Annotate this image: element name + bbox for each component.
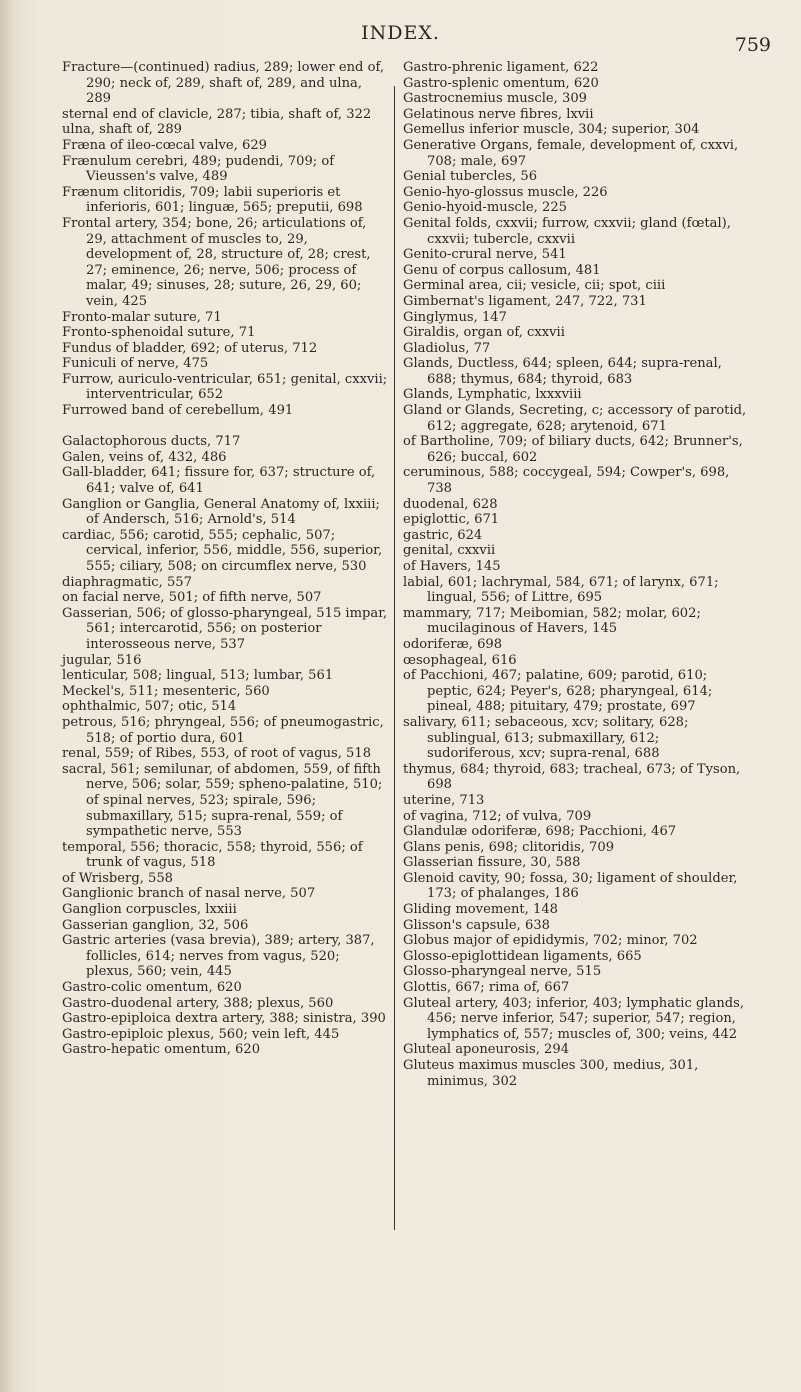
index-entry: Gluteus maximus muscles 300, medius, 301, minimus, 302 (403, 1058, 699, 1089)
index-entry: duodenal, 628 (403, 496, 498, 512)
index-entry: Gelatinous nerve fibres, lxvii (403, 106, 594, 122)
index-entry: Gladiolus, 77 (403, 340, 491, 356)
index-entry: of Bartholine, 709; of biliary ducts, 642; Brunner's, 626; buccal, 602 (403, 434, 743, 465)
index-entry: of vagina, 712; of vulva, 709 (403, 808, 592, 824)
index-entry: Gastro-epiploica dextra artery, 388; sinistra, 390 (62, 1011, 386, 1027)
index-entry: Ganglion or Ganglia, General Anatomy of, lxxiii; of Andersch, 516; Arnold's, 514 (62, 496, 380, 528)
index-entry: Fræna of ileo-cœcal valve, 629 (62, 137, 267, 153)
index-entry: Gall-bladder, 641; fissure for, 637; structure of, 641; valve of, 641 (62, 465, 376, 497)
index-entry: Fundus of bladder, 692; of uterus, 712 (62, 340, 318, 356)
index-entry: Gastro-colic omentum, 620 (62, 980, 242, 996)
index-entry: temporal, 556; thoracic, 558; thyroid, 556; of trunk of vagus, 518 (62, 839, 363, 871)
index-entry: of Havers, 145 (403, 559, 501, 574)
index-entry: Glisson's capsule, 638 (403, 917, 550, 933)
index-entry: Germinal area, cii; vesicle, cii; spot, ciii (403, 278, 666, 294)
index-entry: Gastric arteries (vasa brevia), 389; artery, 387, follicles, 614; nerves from vagus, 520; plexus, 560; vein, 445 (62, 933, 375, 980)
index-entry: renal, 559; of Ribes, 553, of root of vagus, 518 (62, 746, 372, 762)
index-entry: Genio-hyo-glossus muscle, 226 (403, 184, 608, 200)
index-entry: Gastro-phrenic ligament, 622 (403, 60, 599, 75)
index-entry: lenticular, 508; lingual, 513; lumbar, 561 (62, 668, 334, 684)
index-entry: Gasserian ganglion, 32, 506 (62, 917, 249, 933)
index-entry: of Wrisberg, 558 (62, 870, 174, 886)
index-entry: sacral, 561; semilunar, of abdomen, 559, of fifth nerve, 506; solar, 559; spheno-palatine, 510; of spinal nerves, 523; spirale, 596; submaxillary, 515; supra-renal, 559; of sympathetic nerve, 553 (62, 761, 383, 840)
index-entry: Frænum clitoridis, 709; labii superioris et inferioris, 601; linguæ, 565; preputii, 698 (62, 184, 363, 216)
index-entry: ceruminous, 588; coccygeal, 594; Cowper's, 698, 738 (403, 465, 730, 497)
index-entry: sternal end of clavicle, 287; tibia, shaft of, 322 (62, 106, 372, 122)
index-entry: Gliding movement, 148 (403, 902, 559, 918)
index-entry: epiglottic, 671 (403, 512, 500, 528)
index-entry: genital, cxxvii (403, 543, 496, 559)
index-entry: Meckel's, 511; mesenteric, 560 (62, 683, 270, 699)
index-entry: mammary, 717; Meibomian, 582; molar, 602; mucilaginous of Havers, 145 (403, 605, 701, 637)
index-entry: Glosso-pharyngeal nerve, 515 (403, 964, 602, 980)
index-entry: Gastro-splenic omentum, 620 (403, 75, 599, 91)
index-entry: gastric, 624 (403, 527, 483, 543)
index-entry: Genital folds, cxxvii; furrow, cxxvii; gland (fœtal), cxxvii; tubercle, cxxvii (403, 215, 731, 247)
page-title: INDEX. (361, 22, 440, 44)
index-entry: Gastro-duodenal artery, 388; plexus, 560 (62, 995, 334, 1011)
index-entry: Gastro-hepatic omentum, 620 (62, 1042, 261, 1058)
index-entry: Genio-hyoid-muscle, 225 (403, 200, 567, 216)
index-entry: Furrow, auriculo-ventricular, 651; genital, cxxvii; interventricular, 652 (62, 371, 388, 403)
index-entry: Ganglionic branch of nasal nerve, 507 (62, 886, 316, 902)
index-entry: Frontal artery, 354; bone, 26; articulations of, 29, attachment of muscles to, 29, development of, 28, structure of, 28; crest, 27; eminence, 26; nerve, 506; process of malar, 49; sinuses, 28; suture, 26, 29, 60; vein, 425 (62, 215, 371, 309)
index-entry: Furrowed band of cerebellum, 491 (62, 403, 294, 419)
index-entry: Fronto-malar suture, 71 (62, 309, 222, 325)
index-entry: Glasserian fissure, 30, 588 (403, 855, 581, 871)
index-entry: labial, 601; lachrymal, 584, 671; of larynx, 671; lingual, 556; of Littre, 695 (403, 574, 719, 606)
index-entry: Genito-crural nerve, 541 (403, 247, 567, 263)
index-entry: ophthalmic, 507; otic, 514 (62, 699, 237, 715)
index-entry: Glands, Ductless, 644; spleen, 644; supra-renal, 688; thymus, 684; thyroid, 683 (403, 356, 722, 387)
index-entry: Glands, Lymphatic, lxxxviii (403, 387, 582, 403)
index-entry: ulna, shaft of, 289 (62, 122, 182, 138)
index-entry: Galactophorous ducts, 717 (62, 434, 241, 450)
index-entry: Gland or Glands, Secreting, c; accessory of parotid, 612; aggregate, 628; arytenoid, 671 (403, 403, 747, 434)
index-entry: cardiac, 556; carotid, 555; cephalic, 507; cervical, inferior, 556, middle, 556, superior, 555; ciliary, 508; on circumflex nerve, 530 (62, 527, 383, 574)
index-entry: Gluteal artery, 403; inferior, 403; lymphatic glands, 456; nerve inferior, 547; superior, 547; region, lymphatics of, 557; muscles of, 300; veins, 442 (403, 995, 745, 1042)
index-entry: Fracture—(continued) radius, 289; lower end of, 290; neck of, 289, shaft of, 289, and ulna, 289 (62, 60, 385, 107)
index-entry: odoriferæ, 698 (403, 636, 503, 652)
page-header (0, 22, 801, 56)
left-column (62, 60, 388, 1058)
index-entry: Giraldis, organ of, cxxvii (403, 325, 565, 341)
index-entry: thymus, 684; thyroid, 683; tracheal, 673; of Tyson, 698 (403, 761, 741, 793)
index-entry: Gemellus inferior muscle, 304; superior, 304 (403, 122, 700, 138)
page-number: 759 (734, 34, 771, 56)
index-entry: Glans penis, 698; clitoridis, 709 (403, 839, 615, 855)
index-entry: Glottis, 667; rima of, 667 (403, 980, 570, 996)
index-entry: Gasserian, 506; of glosso-pharyngeal, 515 impar, 561; intercarotid, 556; on posterior interosseous nerve, 537 (62, 605, 388, 652)
index-entry: Gastrocnemius muscle, 309 (403, 91, 587, 107)
index-entry: jugular, 516 (62, 652, 142, 668)
index-entry: œsophageal, 616 (403, 652, 517, 668)
index-entry: Gastro-epiploic plexus, 560; vein left, 445 (62, 1026, 340, 1042)
index-entry: Ginglymus, 147 (403, 309, 507, 325)
right-column (403, 60, 749, 1089)
index-entry: Glosso-epiglottidean ligaments, 665 (403, 948, 642, 964)
index-entry: on facial nerve, 501; of fifth nerve, 507 (62, 590, 322, 606)
index-entry: Glandulæ odoriferæ, 698; Pacchioni, 467 (403, 824, 677, 840)
index-entry: Fronto-sphenoidal suture, 71 (62, 325, 256, 341)
index-entry: salivary, 611; sebaceous, xcv; solitary, 628; sublingual, 613; submaxillary, 612; sudoriferous, xcv; supra-renal, 688 (403, 714, 689, 762)
index-entry: Funiculi of nerve, 475 (62, 356, 209, 372)
index-entry: diaphragmatic, 557 (62, 574, 192, 590)
index-entry: Galen, veins of, 432, 486 (62, 449, 227, 465)
index-entry: uterine, 713 (403, 792, 485, 808)
index-entry: petrous, 516; phryngeal, 556; of pneumogastric, 518; of portio dura, 601 (62, 714, 384, 746)
index-entry: Gluteal aponeurosis, 294 (403, 1042, 570, 1058)
index-entry: Gimbernat's ligament, 247, 722, 731 (403, 293, 647, 309)
index-entry: Generative Organs, female, development of, cxxvi, 708; male, 697 (403, 137, 739, 169)
index-entry: Frænulum cerebri, 489; pudendi, 709; of Vieussen's valve, 489 (62, 153, 335, 185)
index-entry: Ganglion corpuscles, lxxiii (62, 902, 237, 918)
column-divider (394, 86, 399, 1230)
index-entry: of Pacchioni, 467; palatine, 609; parotid, 610; peptic, 624; Peyer's, 628; pharyngeal, 614; pineal, 488; pituitary, 479; prostate, 697 (403, 668, 713, 715)
index-entry: Genu of corpus callosum, 481 (403, 262, 601, 278)
index-entry: Genial tubercles, 56 (403, 169, 538, 185)
index-entry: Glenoid cavity, 90; fossa, 30; ligament of shoulder, 173; of phalanges, 186 (403, 870, 738, 902)
index-entry: Globus major of epididymis, 702; minor, 702 (403, 933, 698, 949)
